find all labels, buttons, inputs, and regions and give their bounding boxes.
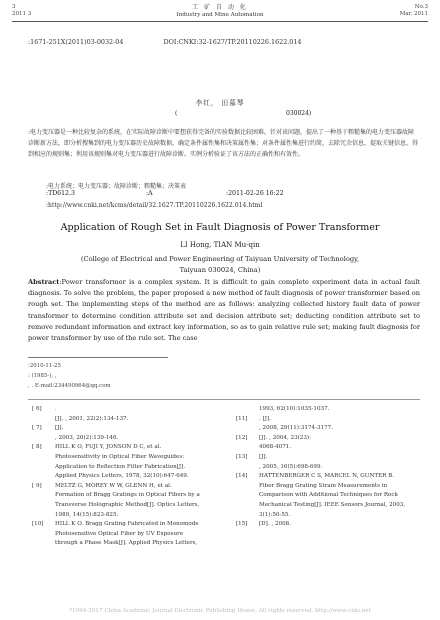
- abstract-en-text: :Power transformer is a complex system. It is difficult to gain complete experiment data in actual fault diagnosis. To solve the problem, the paper proposed a new method of fault diagnosis of power transformer based on rough set. The implementing steps of the method are as follows: analyzing collected history fault data of power transformer to determine condition attribute set and decision attribute set; deducting condition attribute set to remove redundant information and extract key information, so as to gain relative rule set; making fault diagnosis for power transformer by use of the rule set. The case: [28, 278, 420, 343]
- article-identifiers: [28, 38, 428, 46]
- header-divider: [12, 21, 428, 22]
- reference-number: [15]: [236, 521, 248, 528]
- reference-number: [ 8]: [32, 444, 42, 451]
- reference-item: [28, 424, 218, 443]
- footnote: [28, 361, 228, 391]
- abstract-en-label: Abstract: [28, 278, 60, 286]
- reference-line: HILL K O, FUJI Y, JONSON D C, et al.: [55, 444, 162, 451]
- reference-number: [13]: [236, 453, 248, 460]
- reference-number: [10]: [32, 521, 44, 528]
- affiliation-en-line: (College of Electrical and Power Engineering of Taiyuan University of Technology,: [80, 255, 360, 263]
- reference-line: 4068-4071.: [259, 444, 292, 451]
- affiliation-en-line: Taiyuan 030024, China): [179, 265, 261, 274]
- authors-en: LI Hong, TIAN Mu-qin: [180, 241, 260, 249]
- reference-item: [232, 415, 422, 434]
- reference-item: [232, 472, 422, 520]
- reference-line: , 2008, 29(11):3174-3177.: [259, 425, 333, 432]
- reference-number: [ 6]: [32, 406, 42, 412]
- reference-line: Comparison with Additional Techniques for Rock: [259, 492, 398, 499]
- article-url[interactable]: :http://www.cnki.net/kcms/detail/32.1627.TP.20110226.1622.014.html: [46, 202, 263, 209]
- reference-line: Photosensitivity in Optical Fiber Waveguides:: [55, 453, 185, 460]
- reference-item: [28, 482, 218, 520]
- footnote-email: , . E-mail:234490964@qq.com: [28, 383, 111, 389]
- authors-cn: 李红， 田慕琴: [195, 99, 245, 107]
- header-right: [400, 4, 428, 18]
- reference-item: [28, 443, 218, 481]
- issn-code: :1671-251X(2011)03-0032-04: [28, 38, 124, 46]
- reference-number: [ 7]: [32, 425, 42, 432]
- reference-number: [12]: [236, 434, 248, 441]
- copyright-footer: ?1994-2017 China Academic Journal Electronic Publishing House. All rights reserved. http://www.cnki.net: [69, 608, 371, 614]
- reference-line: Applied Physics Letters, 1978, 32(10):647-649.: [55, 473, 189, 480]
- doi-code: DOI:CNKI:32-1627/TP.20110226.1622.014: [163, 38, 302, 46]
- journal-name-cn: 工 矿 自 动 化: [192, 4, 248, 11]
- header-right-date: Mar. 2011: [399, 11, 428, 17]
- affiliation-en: [0, 254, 440, 275]
- reference-line: through a Phase Mask[J]. Applied Physics Letters,: [55, 540, 198, 547]
- reference-item: [28, 520, 218, 549]
- reference-line: 1993, 62(10):1035-1037.: [259, 406, 330, 412]
- document-code: :A: [146, 190, 153, 197]
- reference-line: [J].: [55, 425, 64, 432]
- reference-item: [232, 405, 422, 415]
- reference-item: [232, 434, 422, 453]
- reference-number: [ 9]: [32, 482, 42, 489]
- affiliation-cn-open: (: [175, 110, 178, 117]
- journal-name-en: Industry and Mine Automation: [176, 11, 264, 18]
- reference-line: MELTZ G, MOREY W W, GLENN H, et al.: [55, 482, 172, 489]
- keywords-cn: :电力系统；电力变压器；故障诊断；粗糙集；决策表: [46, 183, 187, 190]
- reference-item: [232, 520, 422, 530]
- footnote-author: : (1985-), ,: [28, 373, 57, 379]
- reference-line: Fiber Bragg Grating Strain Measurements in: [259, 482, 388, 489]
- reference-line: [J]. , 2004, 23(23):: [259, 434, 311, 441]
- reference-item: [28, 405, 218, 424]
- references-left: [28, 405, 218, 549]
- reference-number: [11]: [236, 415, 248, 422]
- reference-line: Mechanical Testing[J]. IEEE Sensors Journal, 2003,: [259, 501, 406, 508]
- reference-line: Photosensitive Optical Fiber by UV Exposure: [55, 530, 184, 537]
- reference-line: [D]. , 2008.: [259, 521, 291, 528]
- journal-header: [0, 4, 440, 19]
- reference-line: . [J].: [259, 415, 271, 422]
- clc-number: :TD612.3: [46, 190, 75, 197]
- abstract-cn: :电力变压器是一种比较复杂的系统，在实际故障诊断中要想获得完备的实验数据比较困难。针对该问题，提出了一种基于粗糙集的电力变压器故障诊断新方法，即分析搜集到的电力变压器历史故障数据，确定条件属性集和决策属性集；对条件属性集进行约简，去除冗余信息，提取关键信息，得到相应的规则集；利用该规则集对电力变压器进行故障诊断。实例分析验证了该方法的正确性和有效性。: [28, 129, 419, 158]
- reference-line: , 2005, 16(5):698-699.: [259, 463, 323, 470]
- header-right-issue: No.3: [414, 4, 428, 10]
- header-left-date: 2011 3: [12, 11, 32, 17]
- references-divider: [28, 399, 420, 400]
- reference-line: HATTENBERGER C S, MARCEL N, GUNTER B.: [259, 473, 395, 480]
- reference-line: 3(1):50-55.: [259, 511, 291, 518]
- footnote-received: :2010-11-25: [28, 363, 61, 369]
- references-right: [232, 405, 422, 530]
- reference-line: [J].: [259, 453, 268, 460]
- title-en: Application of Rough Set in Fault Diagnosis of Power Transformer: [60, 222, 380, 233]
- footnote-divider: [28, 357, 168, 358]
- publish-date: :2011-02-26 16:22: [226, 190, 284, 197]
- header-left-issue: 3: [12, 4, 16, 10]
- reference-line: .: [55, 406, 57, 412]
- reference-line: [J]. , 2001, 22(2):134-137.: [55, 415, 129, 422]
- reference-line: , 2003, 20(2):139-146.: [55, 434, 119, 441]
- reference-line: Transverse Holographic Method[J]. Optics Letters,: [55, 501, 200, 508]
- reference-line: Application to Reflection Filter Fabrication[J].: [55, 463, 186, 470]
- reference-line: 1989, 14(15):823-825.: [55, 511, 119, 518]
- reference-number: [14]: [236, 473, 248, 480]
- reference-line: HILL K O. Bragg Grating Fabricated in Monomode: [55, 521, 199, 528]
- reference-line: Formation of Bragg Gratings in Optical Fibers by a: [55, 492, 200, 499]
- affiliation-cn-postcode: 030024): [286, 110, 312, 117]
- abstract-en: [28, 277, 420, 344]
- reference-item: [232, 453, 422, 472]
